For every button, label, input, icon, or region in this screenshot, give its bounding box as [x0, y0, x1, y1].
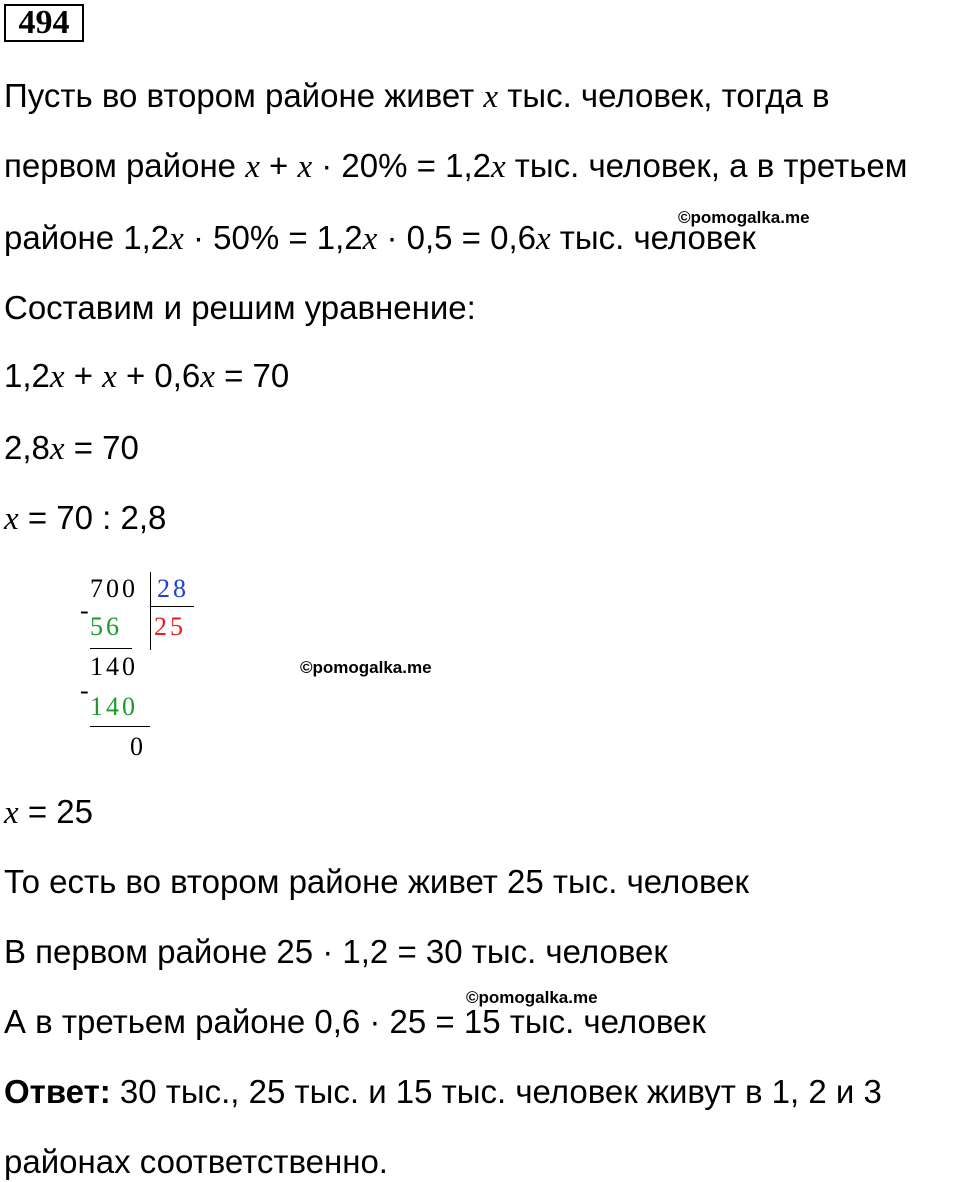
minus-sign-1: - — [80, 596, 92, 625]
subtraction-line-1 — [90, 648, 132, 649]
division-vertical-line — [150, 572, 151, 650]
equation-result: x = 25 — [4, 793, 93, 831]
subtrahend-2: 140 — [90, 692, 138, 721]
final-remainder: 0 — [130, 732, 146, 761]
subtrahend-1: 56 — [90, 612, 122, 641]
quotient: 25 — [154, 612, 186, 641]
answer-line-2: районах соответственно. — [4, 1143, 388, 1180]
text-line-2: первом районе x + x · 20% = 1,2x тыс. человек, а в третьем — [4, 147, 908, 185]
problem-number: 494 — [4, 4, 84, 42]
minus-sign-2: - — [80, 676, 92, 705]
answer-line-1: Ответ: 30 тыс., 25 тыс. и 15 тыс. человек живут в 1, 2 и 3 — [4, 1073, 882, 1110]
equation-line-3: x = 70 : 2,8 — [4, 499, 167, 537]
remainder-1: 140 — [90, 652, 138, 681]
text-line-1: Пусть во втором районе живет x тыс. человек, тогда в — [4, 77, 830, 115]
text-line-11: А в третьем районе 0,6 · 25 = 15 тыс. человек — [4, 1003, 706, 1040]
text-line-4: Составим и решим уравнение: — [4, 289, 476, 326]
divisor-underline — [150, 606, 194, 607]
watermark-1: ©pomogalka.me — [678, 208, 810, 227]
text-line-3: районе 1,2x · 50% = 1,2x · 0,5 = 0,6x тыс. человек — [4, 219, 756, 257]
watermark-2: ©pomogalka.me — [300, 658, 432, 677]
text-line-9: То есть во втором районе живет 25 тыс. человек — [4, 863, 749, 900]
dividend: 700 — [90, 574, 138, 603]
subtraction-line-2 — [90, 726, 150, 727]
watermark-3: ©pomogalka.me — [466, 988, 598, 1007]
divisor: 28 — [157, 574, 189, 603]
answer-label: Ответ: — [4, 1073, 111, 1110]
text-line-10: В первом районе 25 · 1,2 = 30 тыс. человек — [4, 933, 668, 970]
equation-line-2: 2,8x = 70 — [4, 429, 139, 467]
equation-line-1: 1,2x + x + 0,6x = 70 — [4, 357, 290, 395]
